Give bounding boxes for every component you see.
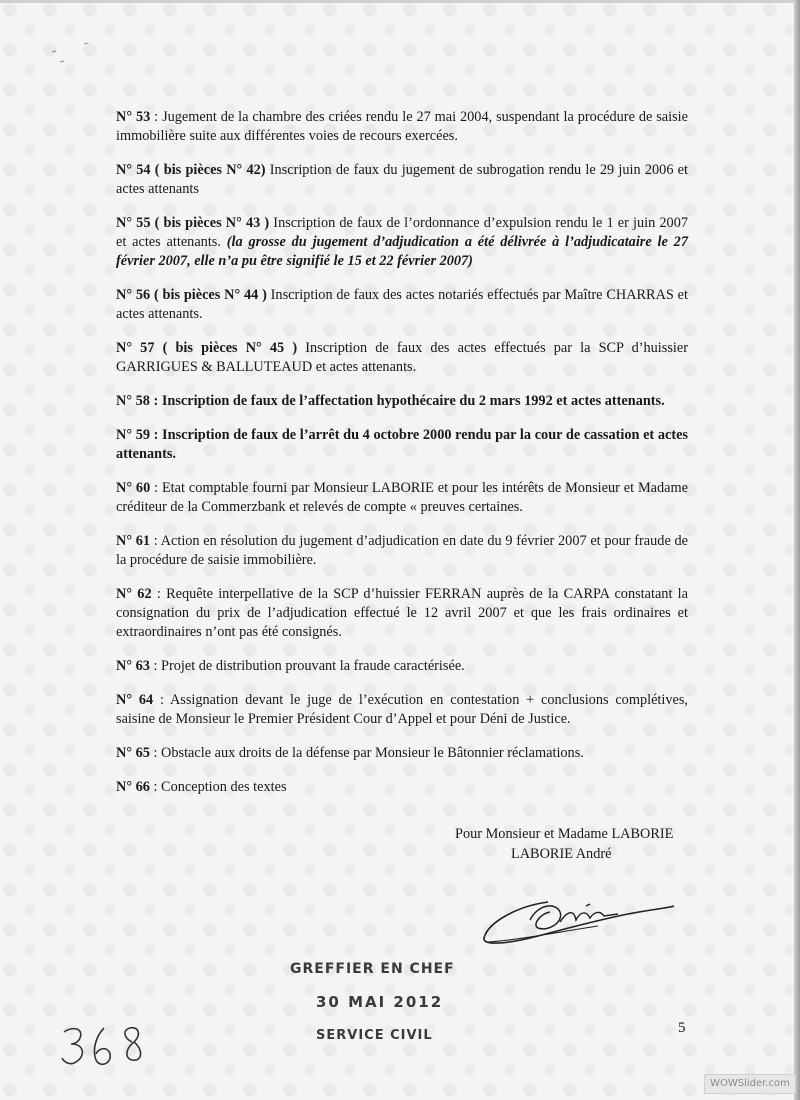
entry-62: N° 62 : Requête interpellative de la SCP d’huissier FERRAN auprès de la CARPA constatant la consignation du prix de l’adjudication effectué le 12 avril 2007 et que les frais ordinaires et extraordinaires n’ont pas été consignés. xyxy=(116,586,688,640)
entry-60: N° 60 : Etat comptable fourni par Monsieur LABORIE et pour les intérêts de Monsieur et Madame créditeur de la Commerzbank et relevés de compte « preuves certaines. xyxy=(116,480,688,515)
entry-59: N° 59 : Inscription de faux de l’arrêt du 4 octobre 2000 rendu par la cour de cassation et actes attenants. xyxy=(116,427,688,462)
entry-58: N° 58 : Inscription de faux de l’affectation hypothécaire du 2 mars 1992 et actes attenants. xyxy=(116,393,665,409)
entry-57: N° 57 ( bis pièces N° 45 ) Inscription de faux des actes effectués par la SCP d’huissier GARRIGUES & BALLUTEAUD et actes attenants. xyxy=(116,340,688,375)
handwritten-signature xyxy=(478,892,678,962)
entry-64: N° 64 : Assignation devant le juge de l’exécution en contestation + conclusions complétives, saisine de Monsieur le Premier Président Cour d’Appel et pour Déni de Justice. xyxy=(116,692,688,727)
entry-56: N° 56 ( bis pièces N° 44 ) Inscription de faux des actes notariés effectués par Maître CHARRAS et actes attenants. xyxy=(116,287,688,322)
entry-65: N° 65 : Obstacle aux droits de la défense par Monsieur le Bâtonnier réclamations. xyxy=(116,745,584,761)
watermark-badge: WOWSlider.com xyxy=(704,1074,796,1094)
entry-63: N° 63 : Projet de distribution prouvant la fraude caractérisée. xyxy=(116,658,465,674)
entry-66: N° 66 : Conception des textes xyxy=(116,779,287,795)
exhibit-list xyxy=(116,108,688,812)
entry-53: N° 53 : Jugement de la chambre des criées rendu le 27 mai 2004, suspendant la procédure de saisie immobilière suite aux différentes voies de recours exercées. xyxy=(116,109,689,144)
signatory-name: LABORIE André xyxy=(511,846,612,862)
scan-edge-right xyxy=(794,0,800,1100)
stamp-service: SERVICE CIVIL xyxy=(316,1028,433,1043)
handwritten-number xyxy=(58,1022,148,1070)
page-number: 5 xyxy=(678,1020,686,1036)
scan-marks xyxy=(40,36,100,66)
scan-edge-top xyxy=(0,0,800,3)
entry-61: N° 61 : Action en résolution du jugement d’adjudication en date du 9 février 2007 et pour fraude de la procédure de saisie immobilière. xyxy=(116,533,688,568)
signatory-line: Pour Monsieur et Madame LABORIE xyxy=(455,826,674,842)
entry-54: N° 54 ( bis pièces N° 42) Inscription de faux du jugement de subrogation rendu le 29 juin 2006 et actes attenants xyxy=(116,162,689,197)
entry-55: N° 55 ( bis pièces N° 43 ) Inscription de faux de l’ordonnance d’expulsion rendu le 1 er juin 2007 et actes attenants. (la grosse du jugement d’adjudication a été délivrée à l’adjudicataire le 27 février 2007, elle n’a pu être signifié le 15 et 22 février 2007) xyxy=(116,215,688,269)
stamp-date: 30 MAI 2012 xyxy=(316,993,444,1011)
signature-block xyxy=(455,824,715,864)
stamp-title: GREFFIER EN CHEF xyxy=(290,961,455,977)
